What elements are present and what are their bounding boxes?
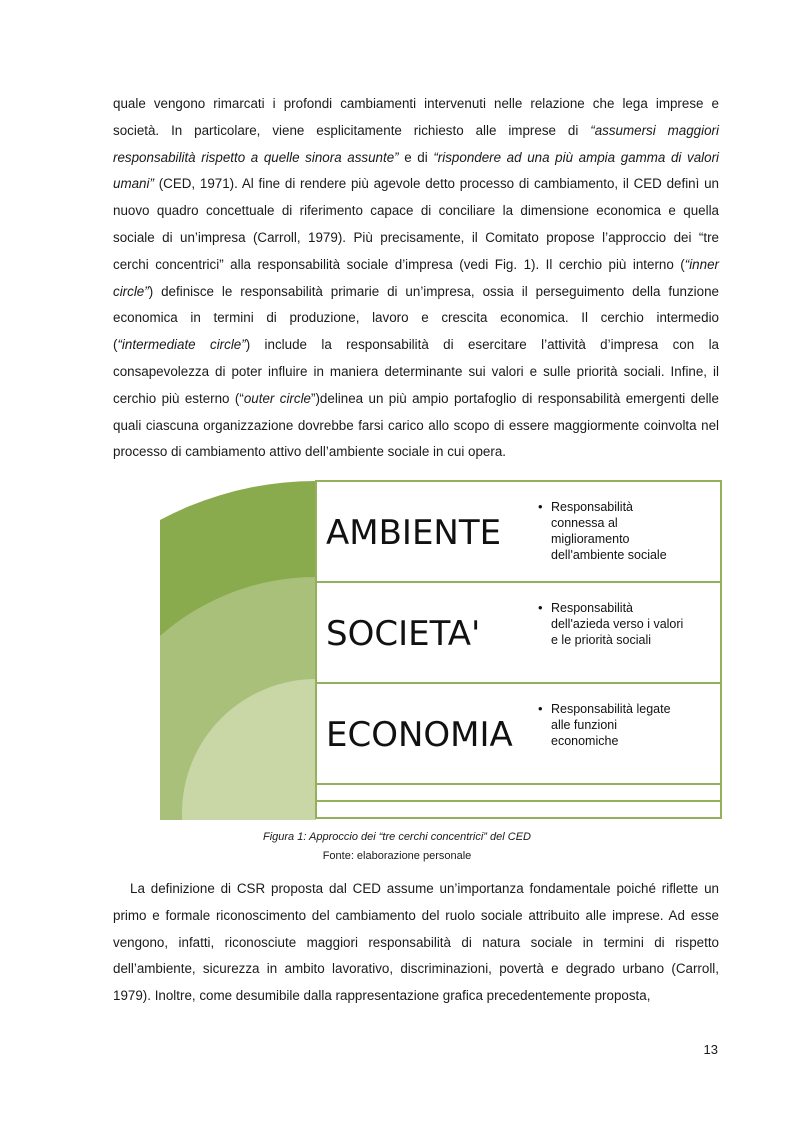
text-run: primo e formale riconoscimento del cambiamento del ruolo sociale attribuito alle imprese. Ad esse: [113, 907, 719, 923]
page-number: 13: [703, 1042, 718, 1057]
text-run: vengono, infatti, riconosciute maggiori responsabilità di natura sociale in termini di rispetto: [113, 934, 719, 950]
text-line: [113, 305, 719, 332]
figure-row-label: AMBIENTE: [326, 513, 502, 553]
concentric-circles-figure: [160, 478, 726, 820]
text-run: La definizione di CSR proposta dal CED assume un’importanza fondamentale poiché riflette un: [130, 881, 719, 896]
italic-text: circle”: [113, 283, 149, 299]
text-run: quale vengono rimarcati i profondi cambiamenti intervenuti nelle relazione che lega imprese e: [113, 96, 719, 111]
text-run: 1979). Inoltre, come desumibile dalla rappresentazione grafica precedentemente proposta,: [113, 988, 651, 1004]
figure-row-description: Responsabilità legate: [551, 702, 671, 716]
text-run: ) include la responsabilità di esercitare l’attività d’impresa con la: [245, 337, 719, 353]
italic-text: “assumersi maggiori: [590, 122, 719, 138]
text-run: (: [113, 337, 118, 353]
paragraph-2: [113, 876, 719, 1010]
figure-row-description: e le priorità sociali: [551, 633, 652, 647]
text-run: sociale di un’impresa (Carroll, 1979). Più precisamente, il Comitato propose l’approccio dei “tre: [113, 229, 719, 245]
text-line: [113, 413, 719, 440]
text-line: [113, 903, 719, 930]
text-run: ) definisce le responsabilità primarie di un’impresa, ossia il perseguimento della funzione: [148, 283, 719, 299]
text-line: [113, 439, 719, 466]
text-run: economica in termini di produzione, lavoro e crescita economica. Il cerchio intermedio: [113, 310, 719, 326]
italic-text: “intermediate circle”: [117, 337, 246, 353]
figure-bullet: •: [538, 499, 543, 514]
text-line: [113, 386, 719, 413]
text-line: [113, 171, 719, 198]
italic-text: “rispondere ad una più ampia gamma di valori: [433, 149, 720, 165]
italic-text: outer circle: [243, 390, 311, 406]
text-line: [113, 225, 719, 252]
text-run: società. In particolare, viene esplicitamente richiesto alle imprese di: [113, 122, 591, 138]
text-run: consapevolezza di poter influire in maniera determinante sui valori e sulle priorità sociali. Infine, il: [113, 363, 719, 379]
text-run: e di: [398, 149, 434, 165]
text-run: cerchio più esterno (“: [113, 390, 244, 406]
figure-row-description: connessa al: [551, 516, 618, 530]
italic-text: responsabilità rispetto a quelle sinora assunte”: [113, 149, 399, 165]
figure-bullet: •: [538, 701, 543, 716]
text-run: nuovo quadro concettuale di riferimento capace di conciliare la dimensione economica e quella: [113, 203, 719, 219]
figure-row-description: alle funzioni: [551, 718, 618, 732]
text-line: [113, 252, 719, 279]
italic-text: umani”: [113, 176, 154, 192]
text-line: [113, 145, 719, 172]
text-run: ”)delinea un più ampio portafoglio di responsabilità emergenti delle: [311, 390, 719, 406]
text-run: cerchi concentrici” alla responsabilità sociale d’impresa (vedi Fig. 1). Il cerchio più interno (: [113, 256, 685, 272]
text-line: [113, 198, 719, 225]
figure-row-description: economiche: [551, 734, 619, 748]
text-line: [113, 876, 719, 903]
figure-row-label: ECONOMIA: [326, 715, 513, 755]
figure-row-description: Responsabilità: [551, 500, 633, 514]
figure-source: Fonte: elaborazione personale: [322, 850, 472, 862]
text-line: [113, 91, 719, 118]
text-line: [113, 956, 719, 983]
figure-row-description: dell'azieda verso i valori: [551, 617, 684, 631]
text-line: [113, 118, 719, 145]
text-line: [113, 279, 719, 306]
italic-text: “inner: [684, 256, 719, 272]
text-line: [113, 359, 719, 386]
text-run: (CED, 1971). Al fine di rendere più agevole detto processo di cambiamento, il CED definì un: [153, 176, 719, 192]
figure-row-description: Responsabilità: [551, 601, 633, 615]
text-run: dell’ambiente, sicurezza in ambito lavorativo, discriminazioni, povertà e degrado urbano (Carroll,: [113, 961, 719, 977]
figure-row-label: SOCIETA': [326, 614, 481, 654]
text-line: [113, 332, 719, 359]
figure-row-description: dell'ambiente sociale: [551, 548, 667, 562]
text-run: quali ciascuna organizzazione dovrebbe farsi carico allo scopo di essere maggiormente coinvolta nel: [113, 417, 719, 433]
figure-row-description: miglioramento: [551, 532, 630, 546]
text-line: [113, 983, 719, 1010]
figure-caption: Figura 1: Approccio dei “tre cerchi concentrici” del CED: [263, 831, 531, 843]
text-run: processo di cambiamento attivo dell’ambiente sociale in cui opera.: [113, 444, 507, 460]
figure-bullet: •: [538, 600, 543, 615]
text-line: [113, 930, 719, 957]
paragraph-1: [113, 91, 719, 466]
